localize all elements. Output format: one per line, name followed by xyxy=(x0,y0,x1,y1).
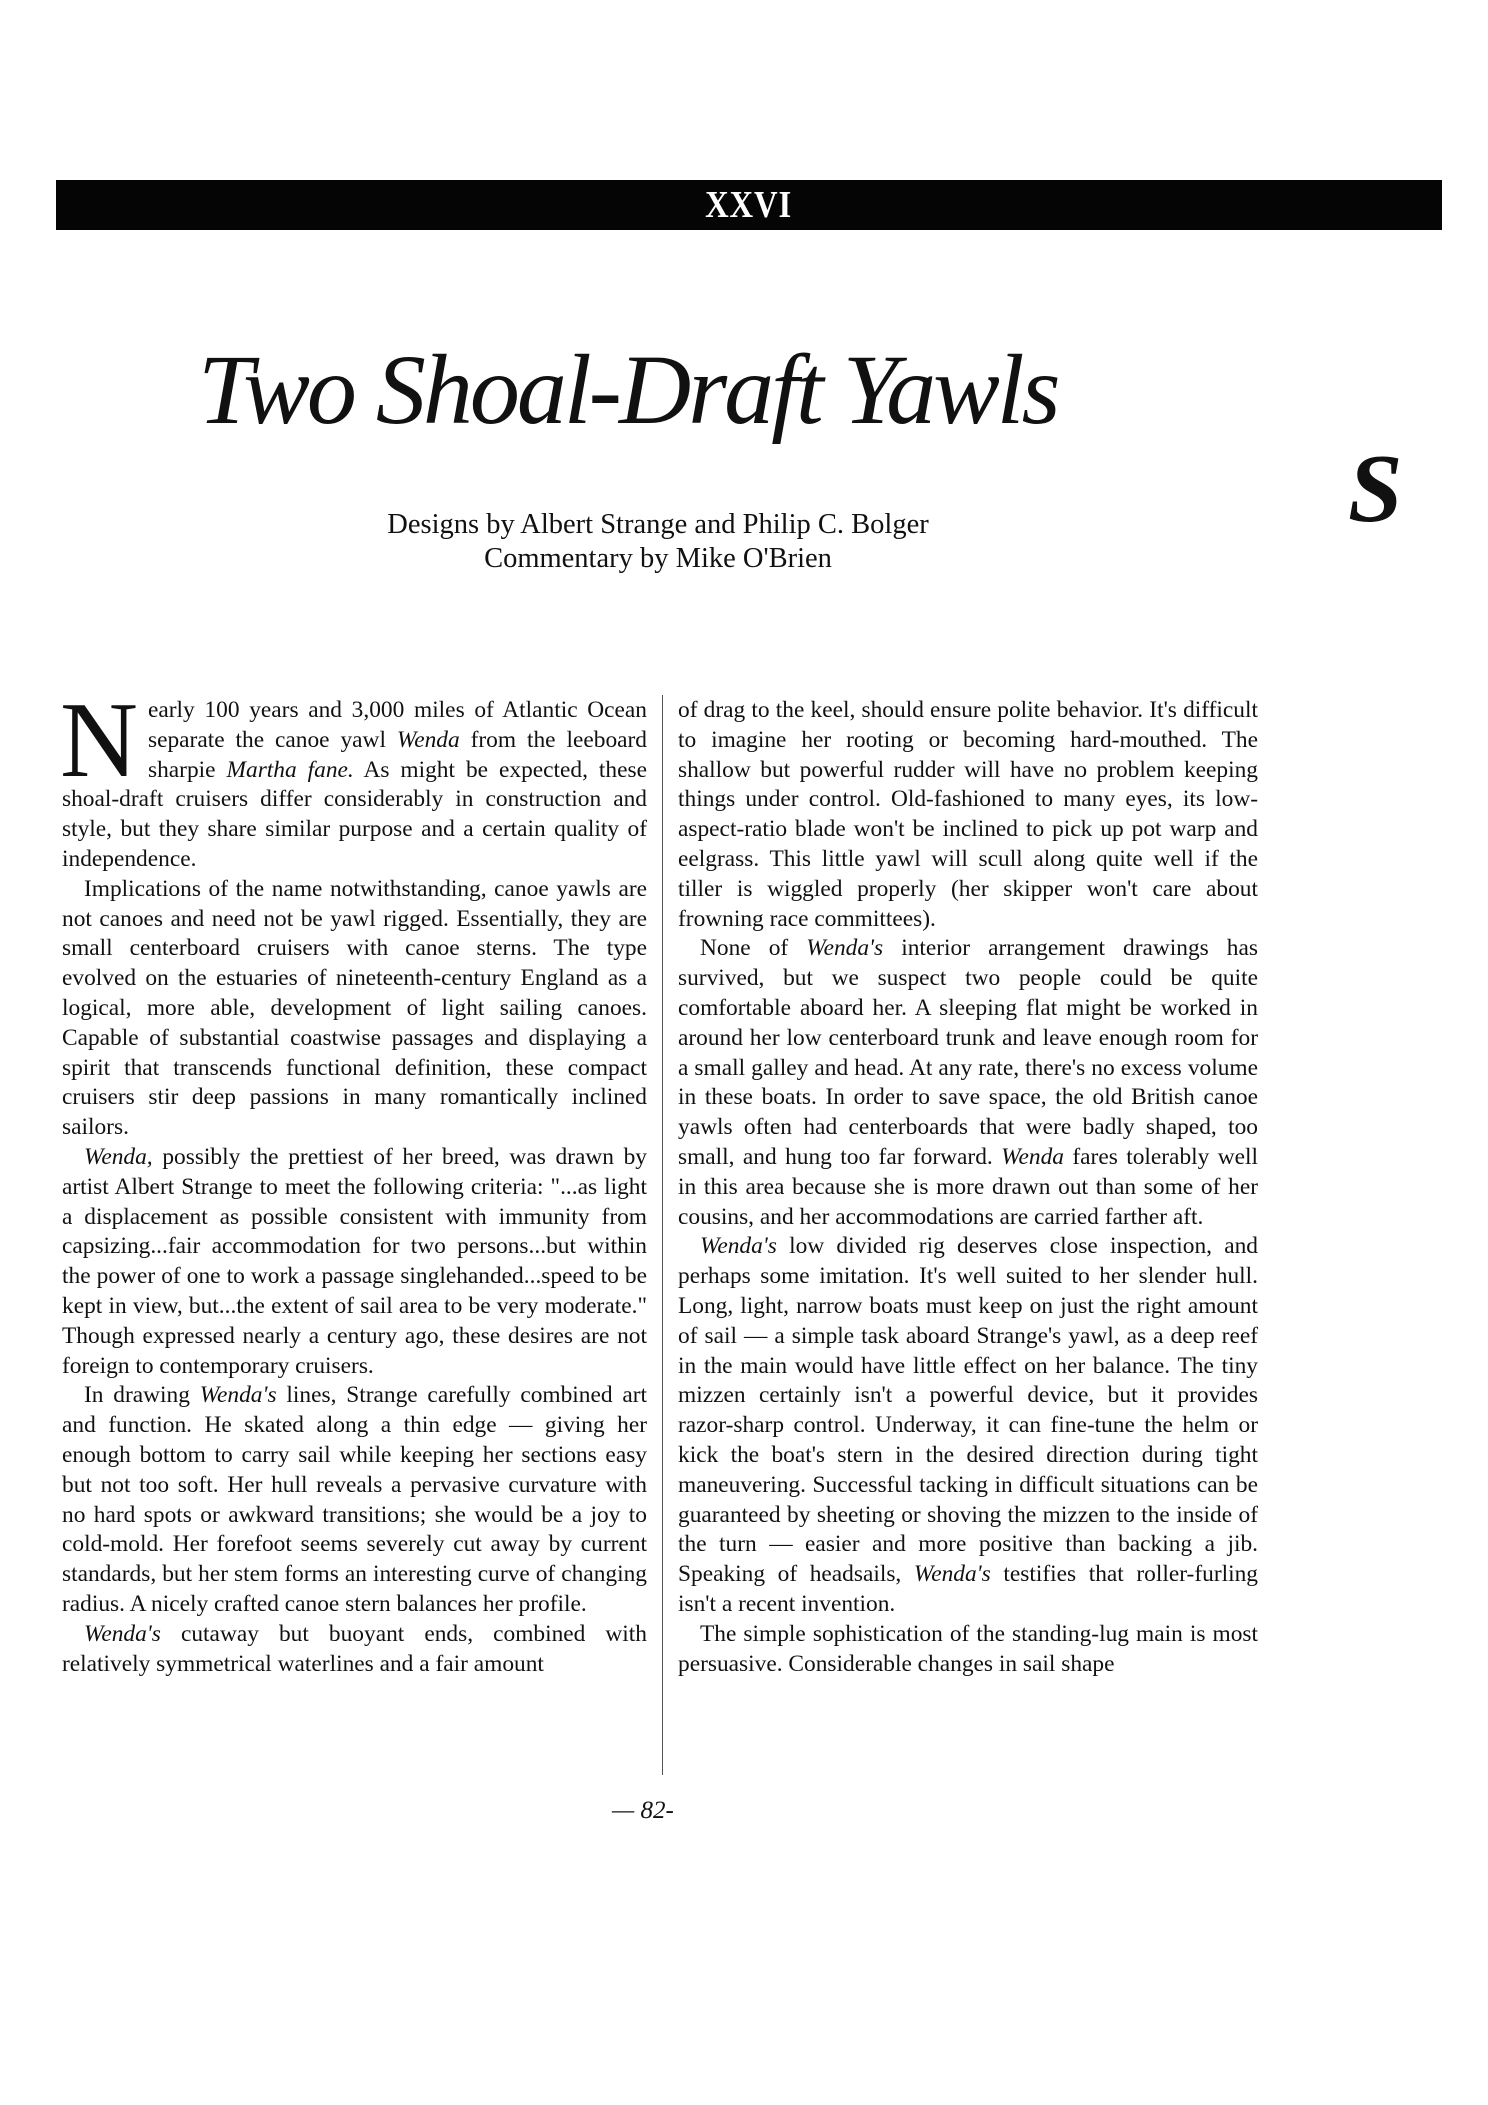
section-letter: S xyxy=(1348,435,1403,543)
chapter-number: XXVI xyxy=(705,184,793,226)
page-number: — 82- xyxy=(612,1797,674,1824)
byline xyxy=(258,508,1058,576)
right-column xyxy=(678,696,1258,1679)
text-run: cutaway but buoyant ends, combined with relatively symmetrical waterlines and a fair amount xyxy=(62,1620,647,1677)
paragraph xyxy=(678,1232,1258,1619)
paragraph xyxy=(62,1381,647,1619)
byline-designs: Designs by Albert Strange and Philip C. Bolger xyxy=(387,509,929,540)
text-run: possibly the prettiest of her breed, was drawn by artist Albert Strange to meet the following criteria: "...as light a displacement as possible consistent with immunity from capsizing...fair accommodation for two persons...but within the power of one to work a passage singlehanded...speed to be kept in view, but...the extent of sail area to be very moderate." Though expressed nearly a century ago, these desires are not foreign to contemporary cruisers. xyxy=(62,1143,647,1379)
text-run: None of xyxy=(700,935,807,962)
italic-run: Wenda's xyxy=(913,1561,991,1588)
paragraph xyxy=(62,1143,647,1381)
page-title: Two Shoal-Draft Yawls xyxy=(198,334,1058,445)
byline-commentary: Commentary by Mike O'Brien xyxy=(484,543,832,574)
paragraph: The simple sophistication of the standing-lug main is most persuasive. Considerable changes in sail shape xyxy=(678,1620,1258,1677)
italic-run: Wenda xyxy=(1001,1143,1064,1170)
text-run: early 100 years and 3,000 miles of Atlantic Ocean separate the canoe yawl xyxy=(148,697,647,753)
italic-run: Wenda's xyxy=(84,1620,161,1647)
italic-run: Wenda's xyxy=(199,1382,277,1409)
text-run: In drawing xyxy=(84,1382,200,1409)
italic-run: Wenda, xyxy=(84,1143,153,1170)
text-run: fares tolerably well in this area because she is more drawn out than some of her cousins, and her accommodations are carried farther aft. xyxy=(678,1143,1258,1230)
column-divider xyxy=(662,695,663,1775)
paragraph: of drag to the keel, should ensure polite behavior. It's difficult to imagine her rooting or becoming hard-mouthed. The shallow but powerful rudder will have no problem keeping things under control. Old-fashioned to many eyes, its low-aspect-ratio blade won't be inclined to pick up pot warp and eelgrass. This little yawl will scull along quite well if the tiller is wiggled properly (her skipper won't care about frowning race committees). xyxy=(678,697,1258,932)
paragraph xyxy=(678,934,1258,1232)
left-column xyxy=(60,681,648,1679)
drop-cap: N xyxy=(60,681,138,800)
italic-run: Wenda's xyxy=(700,1233,777,1260)
paragraph: Implications of the name notwithstanding, canoe yawls are not canoes and need not be yawl rigged. Essentially, they are small centerboard cruisers with canoe sterns. The type evolved on the estuaries of nineteenth-century England as a logical, more able, development of light sailing canoes. Capable of substantial coastwise passages and displaying a spirit that transcends functional definition, these compact cruisers stir deep passions in many romantically inclined sailors. xyxy=(62,875,647,1141)
chapter-header-bar xyxy=(56,180,1442,230)
italic-run: Martha fane. xyxy=(226,756,354,783)
paragraph xyxy=(60,681,648,875)
text-run: interior arrangement drawings has survived, but we suspect two people could be quite comfortable aboard her. A sleeping flat might be worked in around her low centerboard trunk and leave enough room for a small galley and head. At any rate, there's no excess volume in these boats. In order to save space, the old British canoe yawls often had centerboards that were badly shaped, too small, and hung too far forward. xyxy=(678,935,1258,1170)
text-run: low divided rig deserves close inspection, and perhaps some imitation. It's well suited to her slender hull. Long, light, narrow boats must keep on just the right amount of sail — a simple task aboard Strange's yawl, as a deep reef in the main would have little effect on her balance. The tiny mizzen certainly isn't a powerful device, but it provides razor-sharp control. Underway, it can fine-tune the helm or kick the boat's stern in the desired direction during tight maneuvering. Successful tacking in difficult situations can be guaranteed by sheeting or shoving the mizzen to the inside of the turn — easier and more positive than backing a jib. Speaking of headsails, xyxy=(678,1233,1258,1588)
text-run: As might be expected, these shoal-draft cruisers differ considerably in construction and style, but they share similar purpose and a certain quality of independence. xyxy=(62,756,647,872)
italic-run: Wenda xyxy=(396,726,460,753)
paragraph xyxy=(62,1620,647,1680)
text-run: from the leeboard sharpie xyxy=(148,726,648,783)
text-run: testifies that roller-furling isn't a recent invention. xyxy=(678,1561,1258,1617)
text-run: lines, Strange carefully combined art and function. He skated along a thin edge — giving her enough bottom to carry sail while keeping her sections easy but not too soft. Her hull reveals a pervasive curvature with no hard spots or awkward transitions; she would be a joy to cold-mold. Her forefoot seems severely cut away by current standards, but her stem forms an interesting curve of changing radius. A nicely crafted canoe stern balances her profile. xyxy=(62,1382,648,1617)
italic-run: Wenda's xyxy=(806,935,884,962)
